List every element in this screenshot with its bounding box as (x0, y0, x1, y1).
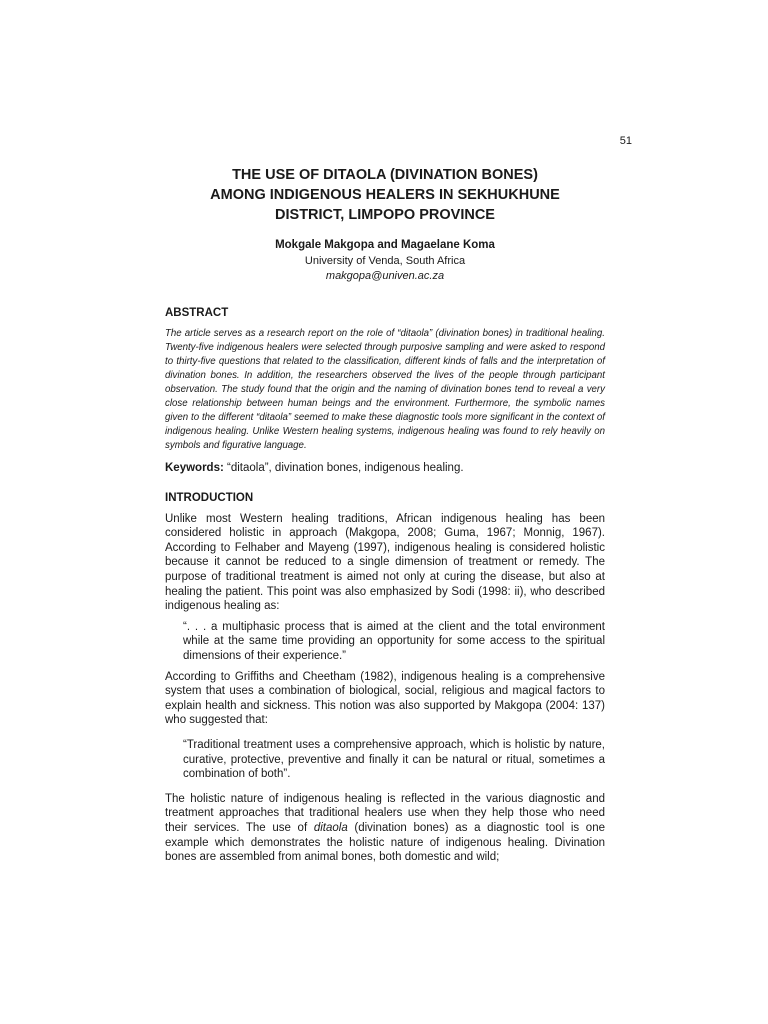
introduction-paragraph-1: Unlike most Western healing traditions, African indigenous healing has been considered holistic in approach (Makgopa, 2008; Guma, 1967; Monnig, 1967). According to Felhaber and Mayeng (1997), indigenous healing is considered holistic because it cannot be reduced to a single dimension of treatment or remedy. The purpose of traditional treatment is aimed not only at curing the disease, but also at healing the patient. This point was also emphasized by Sodi (1998: ii), who described indigenous healing as: (165, 512, 605, 613)
title-line-3: DISTRICT, LIMPOPO PROVINCE (275, 207, 495, 223)
paragraph-3-text-b: (divination bones) as a diagnostic tool is one example which demonstrates the holistic nature of indigenous healing. Divination bones are assembled from animal bones, both domestic and wild; (165, 821, 605, 864)
title-line-2: AMONG INDIGENOUS HEALERS IN SEKHUKHUNE (210, 187, 560, 203)
page-number: 51 (619, 135, 632, 147)
block-quote-2: “Traditional treatment uses a comprehensive approach, which is holistic by nature, curative, protective, preventive and finally it can be natural or ritual, sometimes a combination of both”. (183, 738, 605, 781)
title-line-1: THE USE OF DITAOLA (DIVINATION BONES) (232, 167, 538, 183)
author-block (165, 238, 605, 284)
abstract-heading: ABSTRACT (165, 307, 229, 319)
author-email: makgopa@univen.ac.za (325, 270, 445, 282)
introduction-paragraph-2: According to Griffiths and Cheetham (1982), indigenous healing is a comprehensive system that uses a combination of biological, social, religious and magical factors to explain health and sickness. This notion was also supported by Makgopa (2004: 137) who suggested that: (165, 670, 605, 727)
paragraph-3-text-a: The holistic nature of indigenous healing is reflected in the various diagnostic and treatment approaches that traditional healers use when they help those who need their services. The use of (165, 792, 605, 834)
keywords (165, 461, 605, 476)
keywords-label: Keywords: (165, 462, 224, 475)
introduction-heading: INTRODUCTION (165, 492, 254, 505)
introduction-paragraph-3 (165, 792, 605, 865)
keywords-text: “ditaola”, divination bones, indigenous healing. (223, 462, 464, 475)
block-quote-1: “. . . a multiphasic process that is aimed at the client and the total environment while at the same time providing an opportunity for some access to the spiritual dimensions of their experience.” (183, 620, 605, 662)
ditaola-term: ditaola (313, 821, 348, 834)
article-body (165, 306, 605, 871)
author-affiliation: University of Venda, South Africa (304, 255, 466, 267)
abstract-text: The article serves as a research report on the role of “ditaola” (divination bones) in traditional healing. Twenty-five indigenous healers were selected through purposive sampling and were asked to respond to thirty-five questions that related to the classification, different kinds of falls and the interpretation of divination bones. In addition, the researchers observed the lives of the people through participant observation. The study found that the origin and the naming of divination bones tend to reveal a very close relationship between human beings and the environment. Furthermore, the symbolic names given to the different “ditaola” seemed to make these diagnostic tools more significant in the context of indigenous healing. Unlike Western healing systems, indigenous healing was found to rely heavily on symbols and figurative language. (165, 327, 605, 452)
article-title (165, 165, 605, 225)
author-names: Mokgale Makgopa and Magaelane Koma (275, 239, 495, 251)
